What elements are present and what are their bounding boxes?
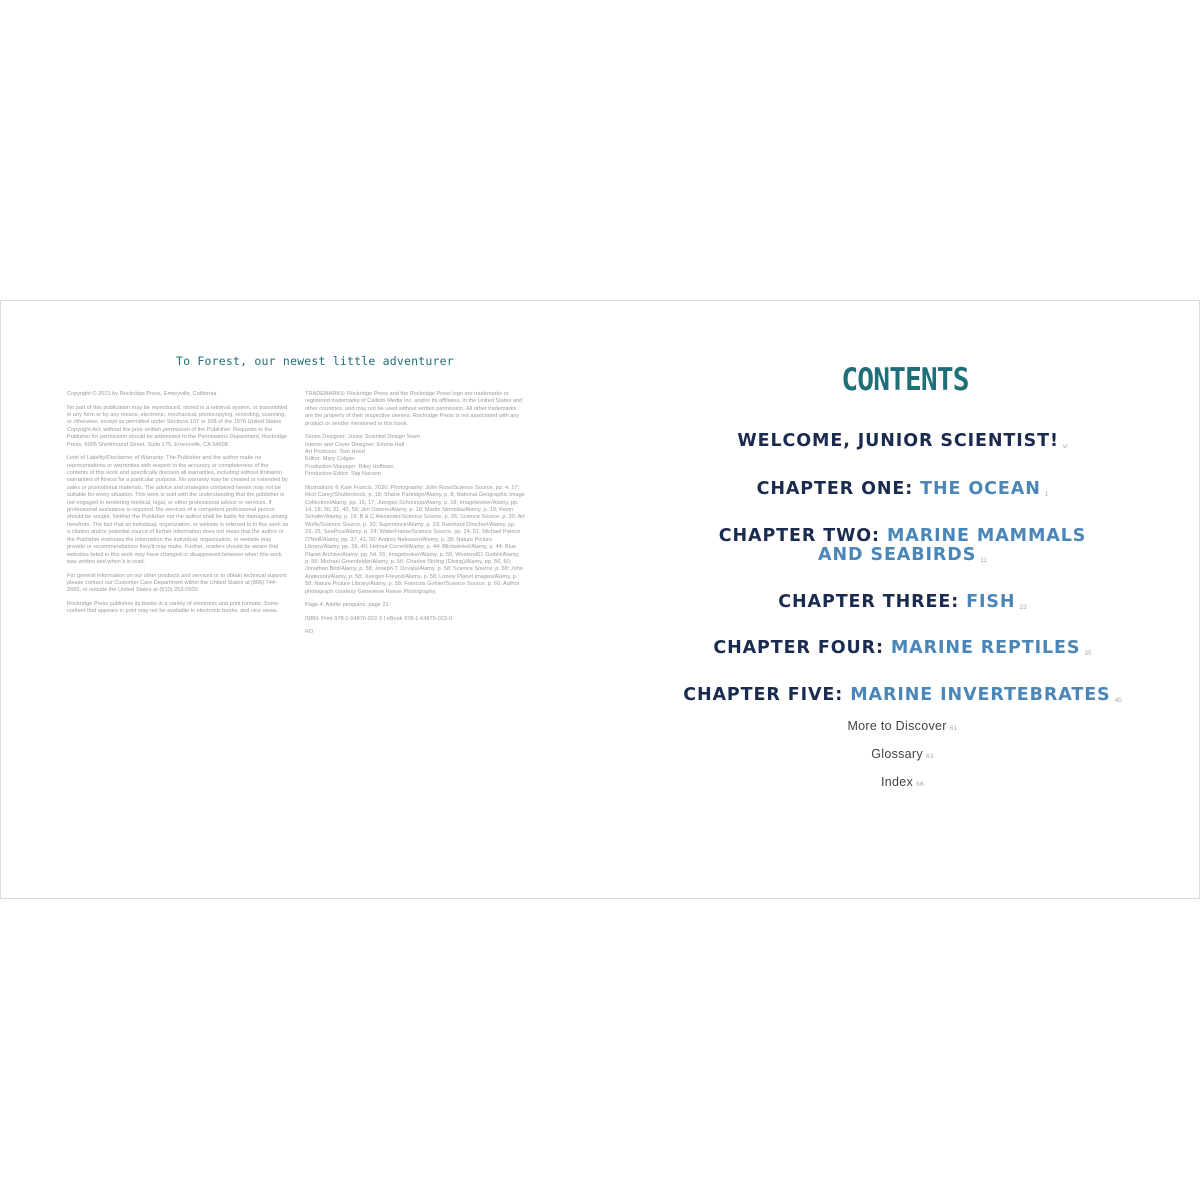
contents-title: CONTENTS [841,362,969,398]
toc-entry-chapter-four[interactable] [650,639,1155,663]
toc-page-number: 1 [1044,491,1049,498]
toc-entry-label: WELCOME, JUNIOR SCIENTIST! [737,431,1059,451]
toc-page-number: 45 [1114,697,1122,704]
isbn-line: ISBN: Print 978-1-64876-022-3 | eBook 978-1-64876-023-0 [305,615,452,622]
copyright-column-right [305,391,525,643]
toc-page-number: 11 [980,557,987,564]
dedication: To Forest, our newest little adventurer [176,354,454,368]
toc-entry-chapter-five[interactable] [650,686,1155,710]
toc-entry-subtitle: FISH [966,592,1016,612]
toc-entry-chapter-three[interactable] [650,593,1155,617]
contact-paragraph: For general information on our other products and services or to obtain technical support, please contact our Customer Care Department within the United States at (866) 744-2665, or outside the United States at (510) 253-0500. [67,572,288,594]
toc-entry-chapter-two[interactable] [650,527,1155,570]
toc-entry-glossary[interactable] [650,747,1155,761]
toc-entry-label: CHAPTER TWO: [718,526,887,546]
toc-entry-more-to-discover[interactable] [650,719,1155,733]
page-captions: Page 4: Adélie penguins; page 21: [305,602,391,609]
copyright-column-left [67,391,289,622]
toc-entry-label: CHAPTER FIVE: [683,685,851,705]
toc-entry-label: Glossary [871,747,923,761]
toc-entry-subtitle: THE OCEAN [920,479,1041,499]
toc-entry-label: CHAPTER THREE: [778,592,967,612]
toc-entry-label: Index [881,775,914,789]
toc-entry-welcome[interactable] [650,432,1155,456]
toc-page-number: 66 [916,781,924,788]
credits-paragraph: Series Designer: Junior Scientist Design Team Interior and Cover Designer: Emma Hall Art Producer: Tom Hood Editor: Mary Colgan Production Manager: Riley Hoffman Production Editor: Sigi Nacson [305,434,420,478]
disclaimer-paragraph: Limit of Liability/Disclaimer of Warranty: The Publisher and the author make no representations or warranties with respect to the accuracy or completeness of the contents of this work and specifically disclaim all warranties, including without limitation warranties of fitness for a particular purpose. No warranty may be created or extended by sales or promotional materials. The advice and strategies contained herein may not be suitable for every situation. This work is sold with the understanding that the publisher is not engaged in rendering medical, legal, or other professional advice or services. If professional assistance is required, the services of a competent professional person should be sought. Neither the Publisher nor the author shall be liable for damages arising herefrom. The fact that an individual, organization, or website is referred to in this work as a citation and/or potential source of further information does not mean that the author or the Publisher endorses the information the individual, organization, or website may provide or recommendations they/it may make. Further, readers should be aware that websites listed in this work may have changed or disappeared between when this work was written and when it is read. [67,455,289,565]
toc-page-number: 63 [925,753,934,760]
toc-page-number: vi [1062,443,1068,450]
toc-entry-label: More to Discover [847,719,947,733]
toc-entry-subtitle: MARINE INVERTEBRATES [850,685,1111,705]
toc-entry-label: CHAPTER FOUR: [713,638,891,658]
illustration-credits-paragraph: Illustrations © Kate Francis, 2020. Photography: John Ross/Science Source, pp. 4, 17; Rich Carey/Shutterstock, p. 18; Shane Partridge/Alamy, p. 8; National Geographic Image Collection/Alamy, pp. 16, 17; Juergen Schonnop/Alamy, p. 18; Imagebroker/Alamy, pp. 14, 18, 30, 31, 40, 56; Jim Osborn/Alamy, p. 18; Martin Strmiska/Alamy, p. 19; Kevin Schafer/Alamy, p. 19; B & C Alexander/Science Source, p. 26; Science Source, p. 30; Art Wolfe/Science Source, p. 30; Superstock/Alamy, p. 23; Reinhard Dirscherl/Alamy, pp. 23, 25; SeaPics/Alamy, p. 24; WaterFrame/Science Source, pp. 24, 51; Michael Patrick O'Neill/Alamy, pp. 37, 41, 50; Andrey Nekrasov/Alamy, p. 38; Nature Picture Library/Alamy, pp. 39, 40; Helmut Corneli/Alamy, p. 44; Blickwinkel/Alamy, p. 44; Blue Planet Archive/Alamy, pp. 54, 55; Imagebroker/Alamy, p. 56; Westend61 GmbH/Alamy, p. 56; Michael Greenfelder/Alamy, p. 56; Charles Stirling (Diving)/Alamy, pp. 56, 60; Jonathan Bird/Alamy, p. 58; Joseph T. Dovala/Alamy, p. 58; Science Source, p. 58; John Anderson/Alamy, p. 58; Juergen Freund/Alamy, p. 58; Lonely Planet Images/Alamy, p. 58; Nature Picture Library/Alamy, p. 58; Francois Gohier/Science Source, p. 60. Author photograph courtesy Genevieve Reese Photography. [305,484,525,595]
toc-entry-label: CHAPTER ONE: [756,479,921,499]
copyright-paragraph: No part of this publication may be reproduced, stored in a retrieval system, or transmitted in any form or by any means, electronic, mechanical, photocopying, recording, scanning, or otherwise, except as permitted under Sections 107 or 108 of the 1976 United States Copyright Act, without the prior written permission of the Publisher. Requests to the Publisher for permission should be addressed to the Permissions Department, Rockridge Press, 6005 Shellmound Street, Suite 175, Emeryville, CA 94608. [67,404,288,448]
toc-entry-chapter-one[interactable] [650,480,1155,504]
toc-page-number: 61 [949,725,958,732]
toc-entry-subtitle: MARINE MAMMALS [886,526,1087,546]
trademarks-paragraph: TRADEMARKS: Rockridge Press and the Rockridge Press logo are trademarks or registered trademarks of Callisto Media Inc. and/or its affiliates, in the United States and other countries, and may not be used without written permission. All other trademarks are the property of their respective owners. Rockridge Press is not associated with any product or vendor mentioned in this book. [305,391,523,427]
printing-code: RO [305,629,314,636]
toc-entry-subtitle: MARINE REPTILES [890,638,1081,658]
toc-page-number: 35 [1084,650,1092,657]
formats-paragraph: Rockridge Press publishes its books in a variety of electronic and print formats. Some content that appears in print may not be available in electronic books, and vice versa. [67,600,279,615]
toc-entry-subtitle-line2: AND SEABIRDS [818,545,977,565]
copyright-paragraph: Copyright © 2021 by Rockridge Press, Emeryville, California [67,391,217,397]
toc-entry-index[interactable] [650,775,1155,789]
toc-page-number: 23 [1019,604,1027,611]
